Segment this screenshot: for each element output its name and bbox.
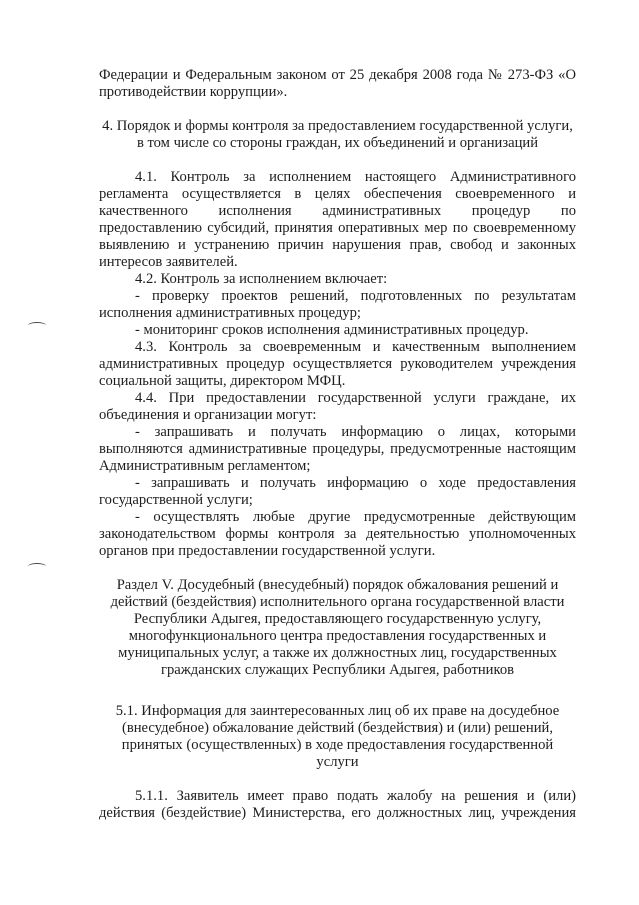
- paragraph-line: законодательством формы контроля за деятельностью уполномоченных: [99, 526, 576, 542]
- paragraph-line: социальной защиты, директором МФЦ.: [99, 373, 346, 389]
- paragraph-line: 5.1.1. Заявитель имеет право подать жалобу на решения и (или): [135, 788, 576, 804]
- subsection-heading: принятых (осуществленных) в ходе предоставления государственной: [121, 737, 554, 753]
- paragraph-line: регламента осуществляется в целях обеспечения своевременного и: [99, 186, 576, 202]
- section-heading: муниципальных услуг, а также их должностных лиц, государственных: [118, 645, 557, 661]
- section-heading: Раздел V. Досудебный (внесудебный) порядок обжалования решений и: [116, 577, 559, 593]
- paragraph-line: - осуществлять любые другие предусмотренные действующим: [135, 509, 576, 525]
- section-heading: действий (бездействия) исполнительного органа государственной власти: [110, 594, 565, 610]
- paragraph-line: объединения и организации могут:: [99, 407, 317, 423]
- subsection-heading: услуги: [316, 754, 359, 770]
- paragraph-line: 4.1. Контроль за исполнением настоящего Административного: [135, 169, 576, 185]
- paragraph-line: - запрашивать и получать информацию о ходе предоставления: [135, 475, 576, 491]
- intro-line: противодействии коррупции».: [99, 84, 288, 100]
- subsection-heading: 5.1. Информация для заинтересованных лиц об их праве на досудебное: [115, 703, 560, 719]
- paragraph-line: 4.4. При предоставлении государственной услуги граждане, их: [135, 390, 576, 406]
- section-heading: 4. Порядок и формы контроля за предоставлением государственной услуги,: [102, 118, 573, 134]
- section-heading: многофункционального центра предоставления государственных и: [128, 628, 547, 644]
- paragraph-line: Административным регламентом;: [99, 458, 311, 474]
- paragraph-line: - мониторинг сроков исполнения административных процедур.: [135, 322, 529, 338]
- section-heading: Республики Адыгея, предоставляющего государственную услугу,: [133, 611, 542, 627]
- paragraph-line: государственной услуги;: [99, 492, 253, 508]
- paragraph-line: исполнения административных процедур;: [99, 305, 361, 321]
- paragraph-line: предоставлению субсидий, принятия оперативных мер по своевременному: [99, 220, 576, 236]
- paragraph-line: - запрашивать и получать информацию о лицах, которыми: [135, 424, 576, 440]
- paragraph-line: - проверку проектов решений, подготовленных по результатам: [135, 288, 576, 304]
- paragraph-line: 4.2. Контроль за исполнением включает:: [135, 271, 388, 287]
- paragraph-line: действия (бездействие) Министерства, его должностных лиц, учреждения: [99, 805, 576, 821]
- paragraph-line: выявлению и устранению причин нарушения прав, свобод и законных: [99, 237, 576, 253]
- paragraph-line: административных процедур осуществляется руководителем учреждения: [99, 356, 576, 372]
- paragraph-line: 4.3. Контроль за своевременным и качественным выполнением: [135, 339, 576, 355]
- margin-mark: [28, 322, 46, 329]
- section-heading: в том числе со стороны граждан, их объединений и организаций: [136, 135, 539, 151]
- section-heading: гражданских служащих Республики Адыгея, работников: [160, 662, 515, 678]
- intro-line: Федерации и Федеральным законом от 25 декабря 2008 года № 273-ФЗ «О: [99, 67, 576, 83]
- subsection-heading: (внесудебное) обжалование действий (бездействия) и (или) решений,: [122, 720, 553, 736]
- paragraph-line: интересов заявителей.: [99, 254, 238, 270]
- paragraph-line: выполняются административные процедуры, предусмотренные настоящим: [99, 441, 576, 457]
- margin-mark: [28, 563, 46, 570]
- paragraph-line: органов при предоставлении государственной услуги.: [99, 543, 436, 559]
- paragraph-line: качественного исполнения административных процедур по: [99, 203, 576, 219]
